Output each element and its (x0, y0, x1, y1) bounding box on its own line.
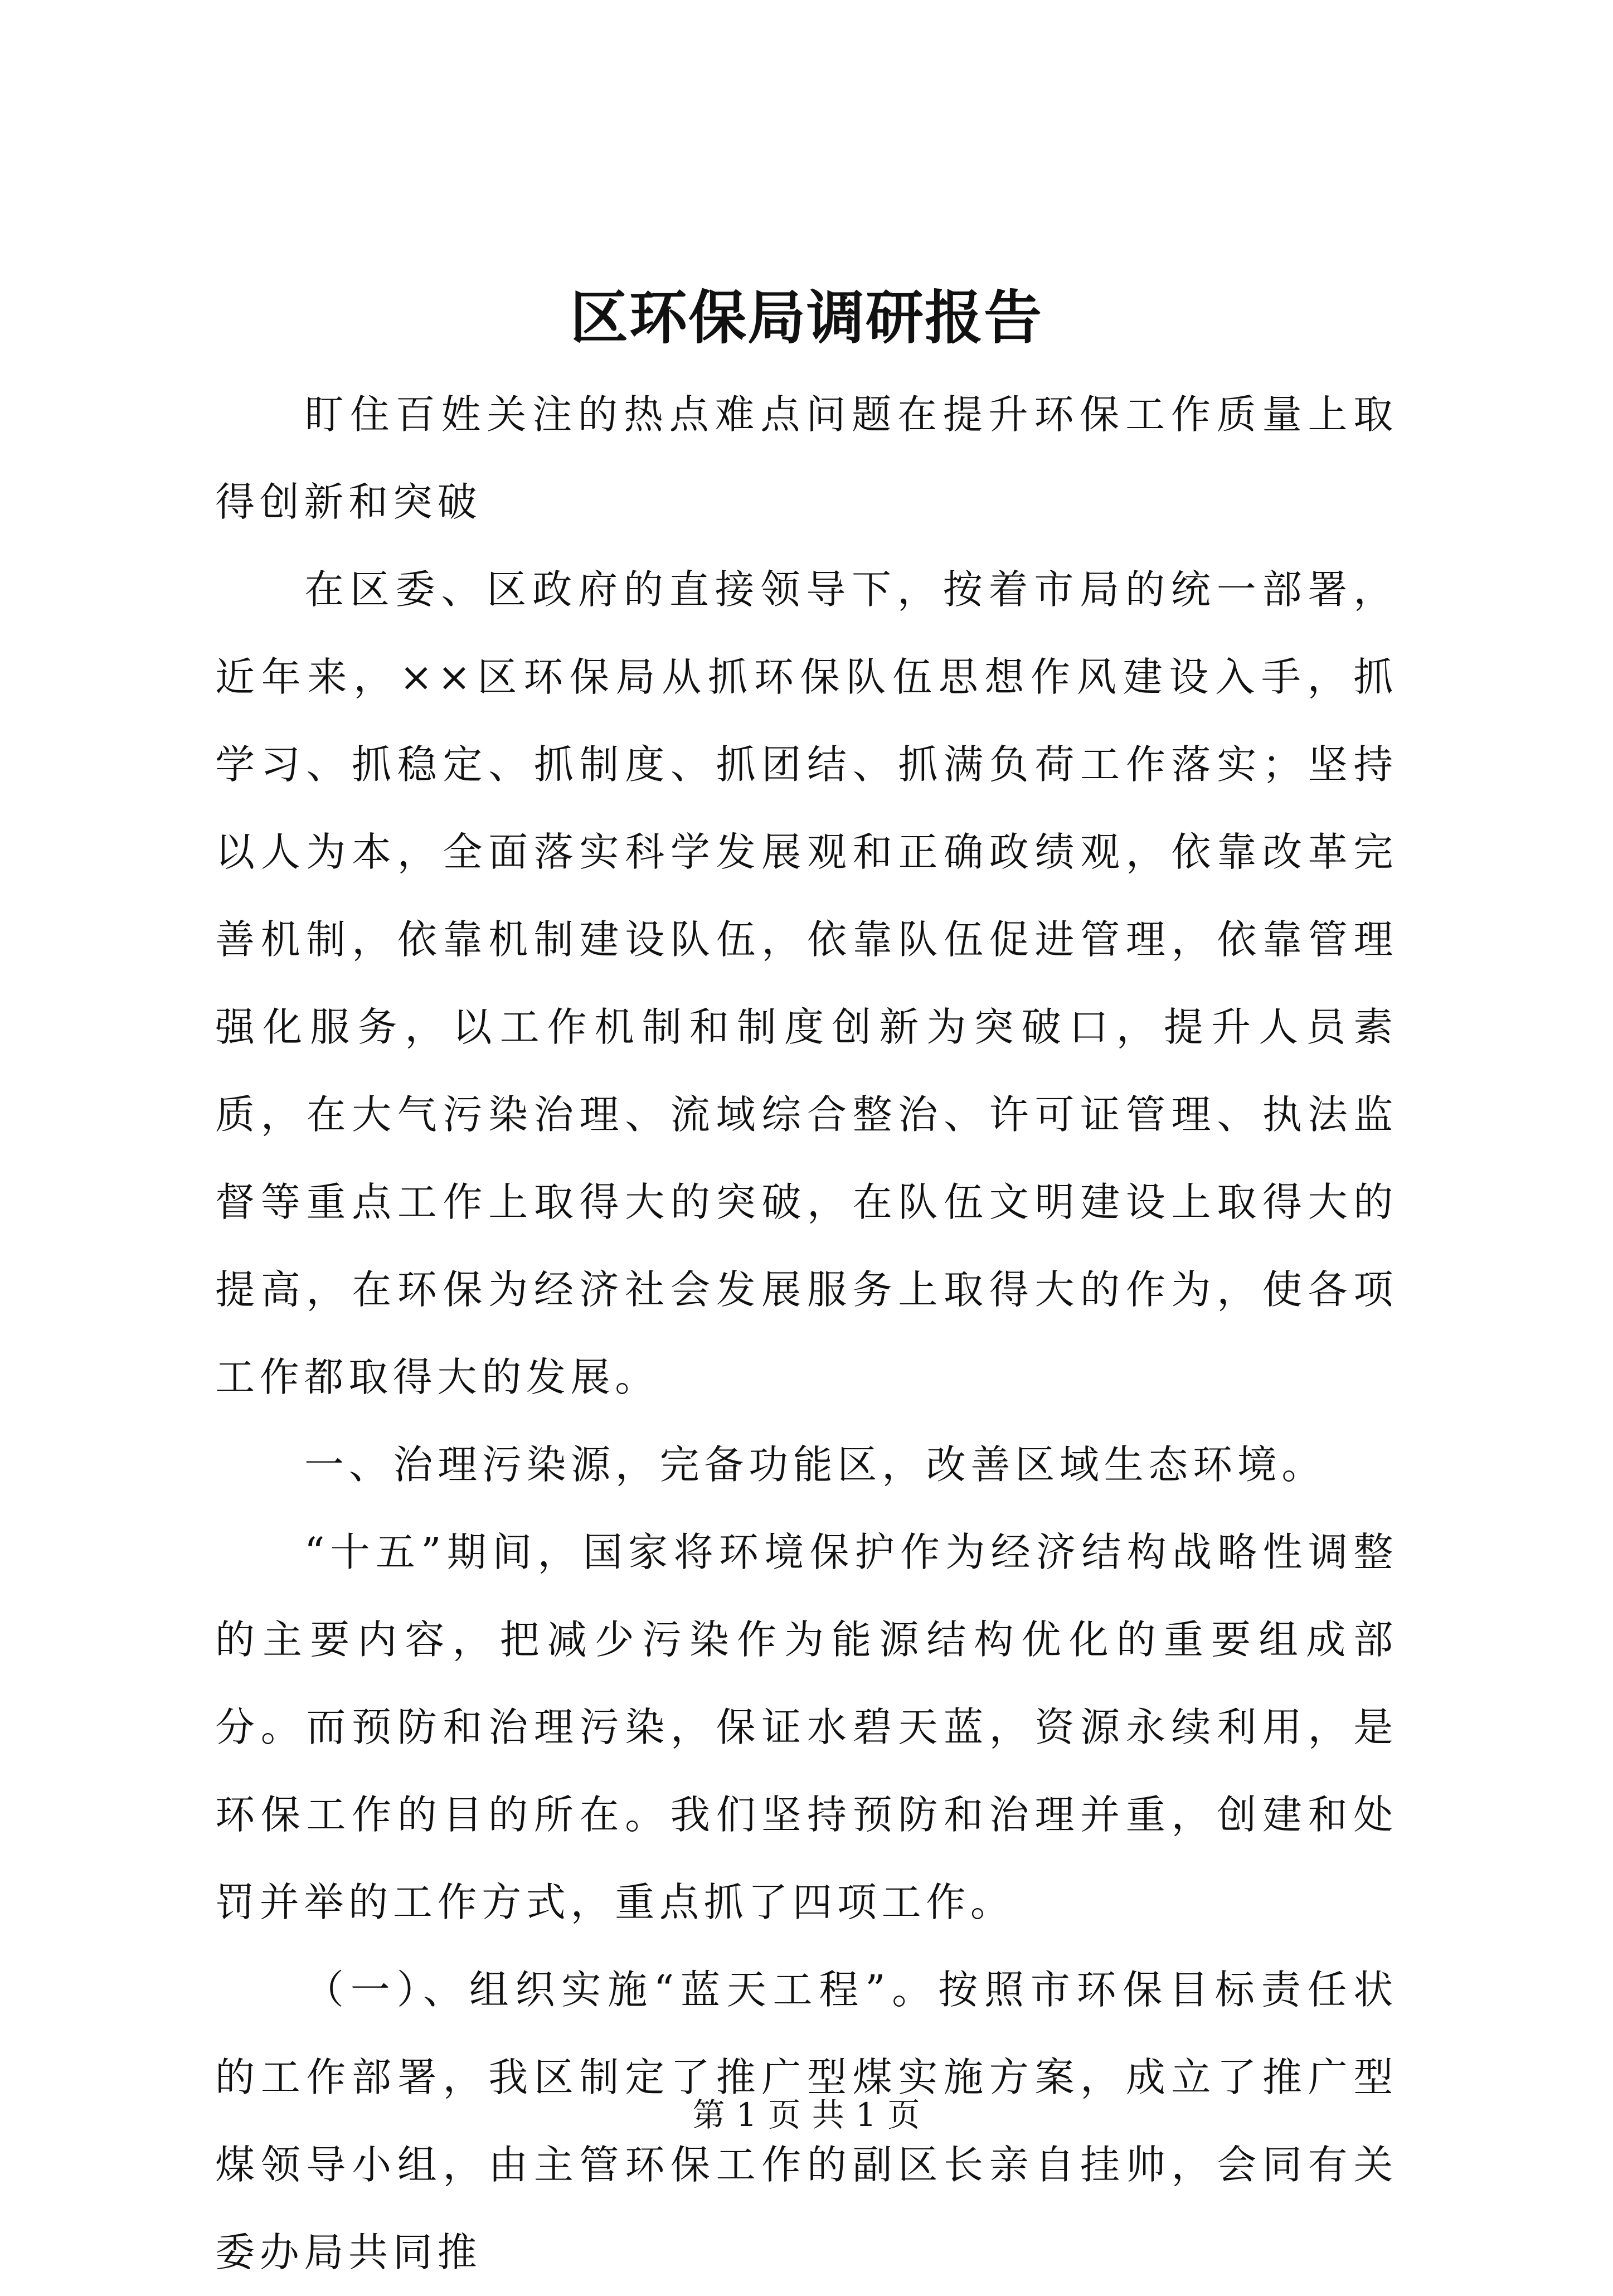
page-number-footer: 第 1 页 共 1 页 (692, 2096, 921, 2134)
section-heading-1: 一、治理污染源，完备功能区，改善区域生态环境。 (304, 1441, 1327, 1488)
document-body (215, 371, 1398, 2296)
body-paragraph-introduction: 在区委、区政府的直接领导下，按着市局的统一部署，近年来，××区环保局从抓环保队伍思想作风建设入手，抓学习、抓稳定、抓制度、抓团结、抓满负荷工作落实；坚持以人为本，全面落实科学发展观和正确政绩观，依靠改革完善机制，依靠机制建设队伍，依靠队伍促进管理，依靠管理强化服务，以工作机制和制度创新为突破口，提升人员素质，在大气污染治理、流域综合整治、许可证管理、执法监督等重点工作上取得大的突破，在队伍文明建设上取得大的提高，在环保为经济社会发展服务上取得大的作为，使各项工作都取得大的发展。 (215, 566, 1398, 1400)
body-paragraph-subtitle: 盯住百姓关注的热点难点问题在提升环保工作质量上取得创新和突破 (215, 391, 1398, 525)
body-paragraph-blue-sky-project: （一）、组织实施“蓝天工程”。按照市环保目标责任状的工作部署，我区制定了推广型煤实施方案，成立了推广型煤领导小组，由主管环保工作的副区长亲自挂帅，会同有关委办局共同推 (215, 1967, 1398, 2275)
document-title: 区环保局调研报告 (570, 283, 1043, 352)
body-paragraph-fifteenth-plan: “十五”期间，国家将环境保护作为经济结构战略性调整的主要内容，把减少污染作为能源结构优化的重要组成部分。而预防和治理污染，保证水碧天蓝，资源永续利用，是环保工作的目的所在。我们坚持预防和治理并重，创建和处罚并举的工作方式，重点抓了四项工作。 (215, 1529, 1398, 1925)
